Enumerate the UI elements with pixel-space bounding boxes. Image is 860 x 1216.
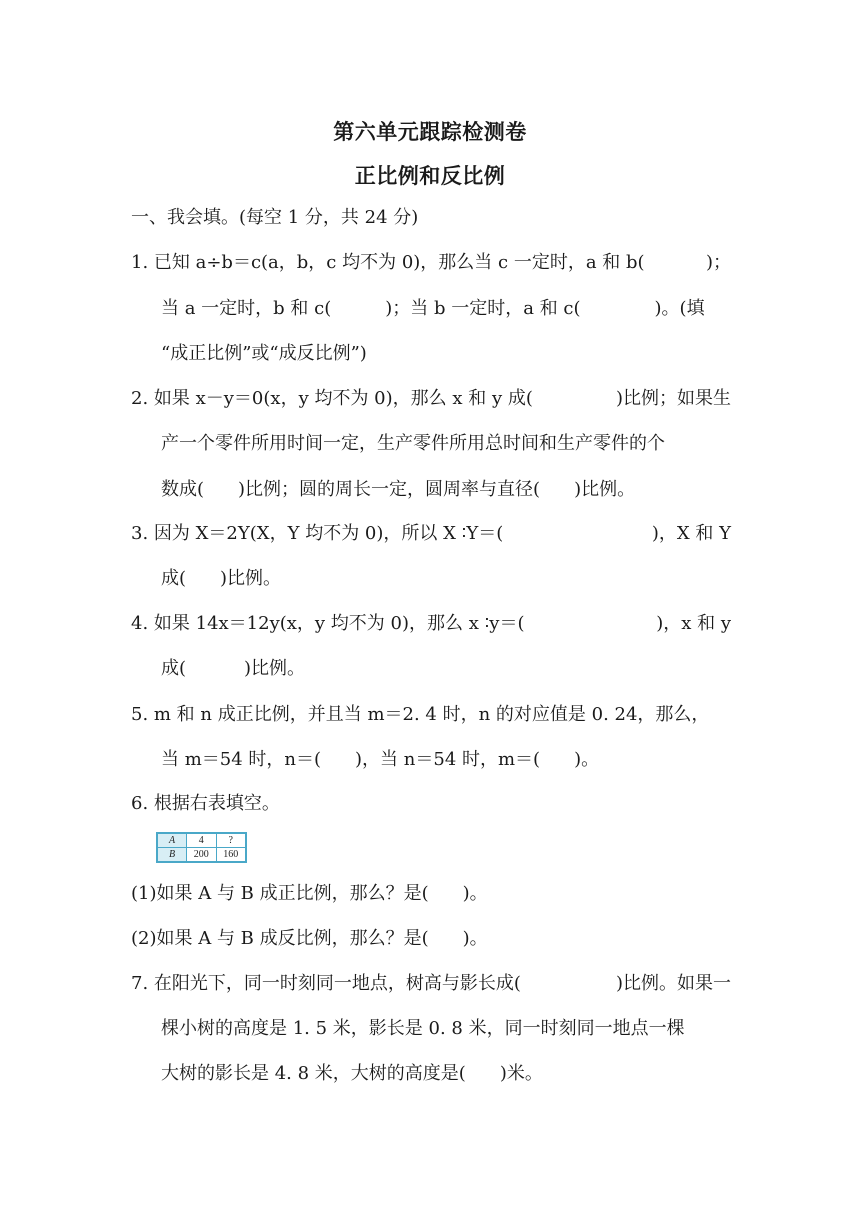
question-5-line-1: 5. m 和 n 成正比例，并且当 m＝2. 4 时，n 的对应值是 0. 24，那么， [131,704,710,725]
q4-text-b: )，x 和 y [656,613,731,634]
question-7-line-2: 棵小树的高度是 1. 5 米，影长是 0. 8 米，同一时刻同一地点一棵 [161,1018,685,1039]
q4-text-a: 4. 如果 14x＝12y(x，y 均不为 0)，那么 x ∶y＝( [131,613,525,634]
q2-text-b: )比例；如果生 [615,388,731,409]
question-2-line-2: 产一个零件所用时间一定，生产零件所用总时间和生产零件的个 [161,433,665,454]
question-6-part-1 [131,882,488,906]
table-cell: 160 [216,848,246,862]
q2-text-e: )比例。 [574,479,636,500]
question-3-line-1 [131,522,731,546]
page-title: 第六单元跟踪检测卷 [333,120,527,144]
q1-text-a: 1. 已知 a÷b＝c(a，b，c 均不为 0)，那么当 c 一定时，a 和 b( [131,252,645,273]
q5-text-c: )。 [574,749,600,770]
q6-p2-text-b: )。 [462,928,488,949]
page-subtitle: 正比例和反比例 [354,164,506,188]
question-5-line-2 [161,748,599,772]
table-cell: B [158,848,187,862]
q6-p1-text-a: (1)如果 A 与 B 成正比例，那么？是( [131,883,429,904]
q5-text-b: )，当 n＝54 时，m＝( [355,749,541,770]
question-1-line-2 [161,297,705,321]
question-2-line-3 [161,478,635,502]
q1-text-d: )；当 b 一定时，a 和 c( [385,298,581,319]
q3-text-b: )，X 和 Y [651,523,731,544]
question-7-line-3 [161,1062,543,1086]
table-row [158,834,246,848]
question-1-line-3: “成正比例”或“成反比例”) [161,343,367,364]
q7-text-d: )米。 [499,1063,543,1084]
q4-text-c: 成( [161,658,187,679]
q1-text-e: )。(填 [654,298,705,319]
q1-text-c: 当 a 一定时，b 和 c( [161,298,332,319]
ab-value-table [156,832,247,863]
q7-text-a: 7. 在阳光下，同一时刻同一地点，树高与影长成( [131,973,521,994]
table-cell: ? [216,834,246,848]
q2-text-a: 2. 如果 x－y＝0(x，y 均不为 0)，那么 x 和 y 成( [131,388,533,409]
q7-text-b: )比例。如果一 [615,973,731,994]
q5-text-a: 当 m＝54 时，n＝( [161,749,322,770]
question-1-line-1 [131,251,731,275]
question-6-part-2 [131,927,488,951]
table-cell: 200 [187,848,217,862]
q3-text-a: 3. 因为 X＝2Y(X，Y 均不为 0)，所以 X ∶Y＝( [131,523,504,544]
question-7-line-1 [131,972,731,996]
q2-text-d: )比例；圆的周长一定，圆周率与直径( [238,479,541,500]
table-cell: A [158,834,187,848]
question-4-line-2 [161,657,305,681]
q6-p1-text-b: )。 [462,883,488,904]
question-3-line-2 [161,567,281,591]
q7-text-c: 大树的影长是 4. 8 米，大树的高度是( [161,1063,466,1084]
table-row [158,848,246,862]
question-4-line-1 [131,612,731,636]
table-cell: 4 [187,834,217,848]
q3-text-d: )比例。 [220,568,282,589]
question-2-line-1 [131,387,731,411]
q4-text-d: )比例。 [244,658,306,679]
q2-text-c: 数成( [161,479,205,500]
q3-text-c: 成( [161,568,187,589]
q6-p2-text-a: (2)如果 A 与 B 成反比例，那么？是( [131,928,429,949]
section-heading: 一、我会填。(每空 1 分，共 24 分) [131,207,419,228]
question-6-line-1: 6. 根据右表填空。 [131,793,280,814]
q1-text-b: )； [705,252,731,273]
